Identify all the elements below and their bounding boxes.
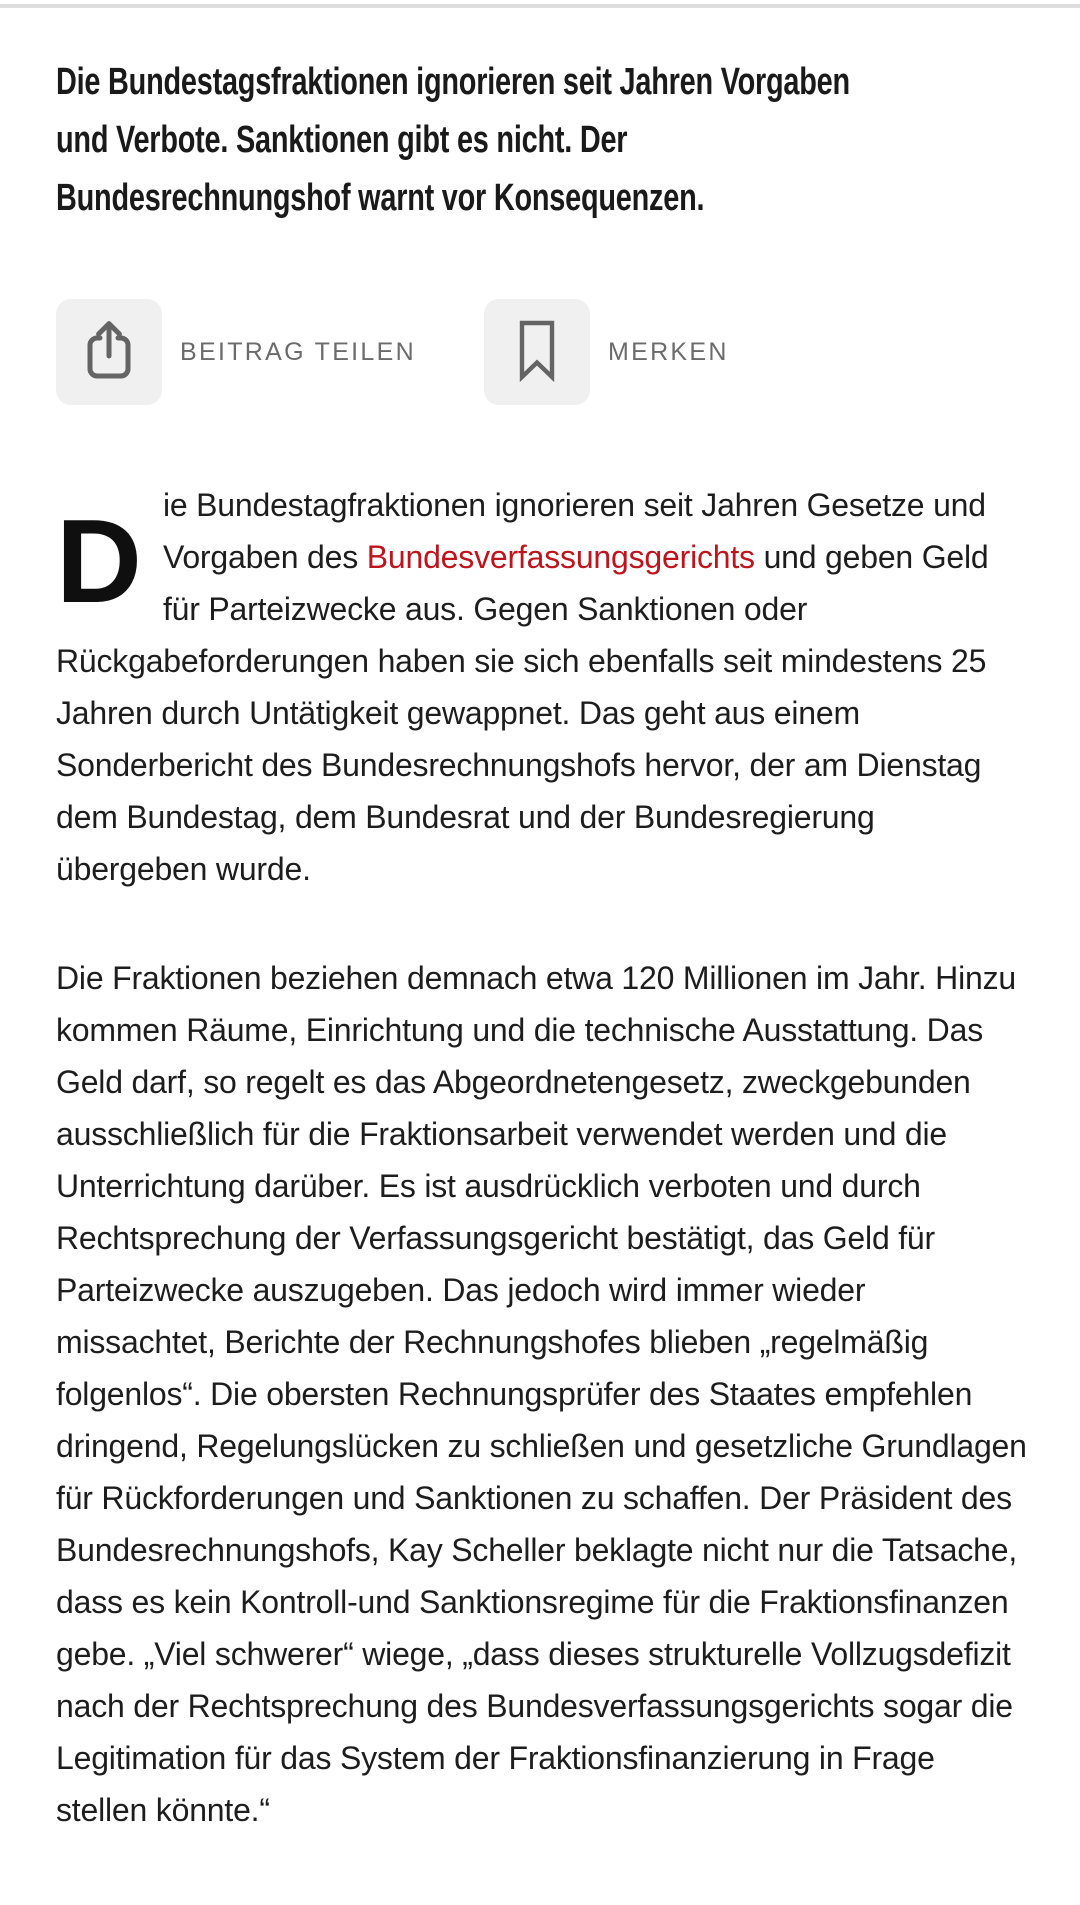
article-lede [56,53,1031,227]
share-icon [81,318,137,387]
drop-cap: D [56,495,142,628]
article-page [0,53,1080,1836]
lede-line: und Verbote. Sanktionen gibt es nicht. Der [56,119,628,161]
bundesverfassungsgericht-link[interactable]: Bundesverfassungsgerichts [366,539,755,575]
share-button-label[interactable]: BEITRAG TEILEN [180,337,416,366]
share-icon-box[interactable] [56,299,162,405]
lede-line: Bundesrechnungshof warnt vor Konsequenzen. [56,177,705,219]
bookmark-icon [513,318,561,387]
paragraph-text: und geben Geld für Parteizwecke aus. Gegen Sanktionen oder Rückgabeforderungen haben sie sich ebenfalls seit mindestens 25 Jahren durch Untätigkeit gewappnet. Das geht aus einem Sonderbericht des Bundesrechnungshofs hervor, der am Dienstag dem Bundestag, dem Bundesrat und der Bundesregierung übergeben wurde. [56,539,989,887]
share-button[interactable] [56,299,416,405]
paragraph-1 [56,479,1031,895]
action-bar [56,299,1031,405]
lede-line: Die Bundestagsfraktionen ignorieren seit Jahren Vorgaben [56,61,850,103]
bookmark-button[interactable] [484,299,729,405]
top-divider [0,4,1080,8]
bookmark-button-label[interactable]: MERKEN [607,337,729,366]
bookmark-icon-box[interactable] [484,299,590,405]
paragraph-text: ie Bundestagfraktionen ignorieren seit Jahren Gesetze und Vorgaben des [162,487,986,575]
article-body [56,479,1031,1836]
paragraph-2: Die Fraktionen beziehen demnach etwa 120 Millionen im Jahr. Hinzu kommen Räume, Einrichtung und die technische Ausstattung. Das Geld darf, so regelt es das Abgeordnetengesetz, zweckgebunden ausschließlich für die Fraktionsarbeit verwendet werden und die Unterrichtung darüber. Es ist ausdrücklich verboten und durch Rechtsprechung der Verfassungsgericht bestätigt, das Geld für Parteizwecke auszugeben. Das jedoch wird immer wieder missachtet, Berichte der Rechnungshofes blieben „regelmäßig folgenlos“. Die obersten Rechnungsprüfer des Staates empfehlen dringend, Regelungslücken zu schließen und gesetzliche Grundlagen für Rückforderungen und Sanktionen zu schaffen. Der Präsident des Bundesrechnungshofs, Kay Scheller beklagte nicht nur die Tatsache, dass es kein Kontroll-und Sanktionsregime für die Fraktionsfinanzen gebe. „Viel schwerer“ wiege, „dass dieses strukturelle Vollzugsdefizit nach der Rechtsprechung des Bundesverfassungsgerichts sogar die Legitimation für das System der Fraktionsfinanzierung in Frage stellen könnte.“ [56,960,1027,1828]
